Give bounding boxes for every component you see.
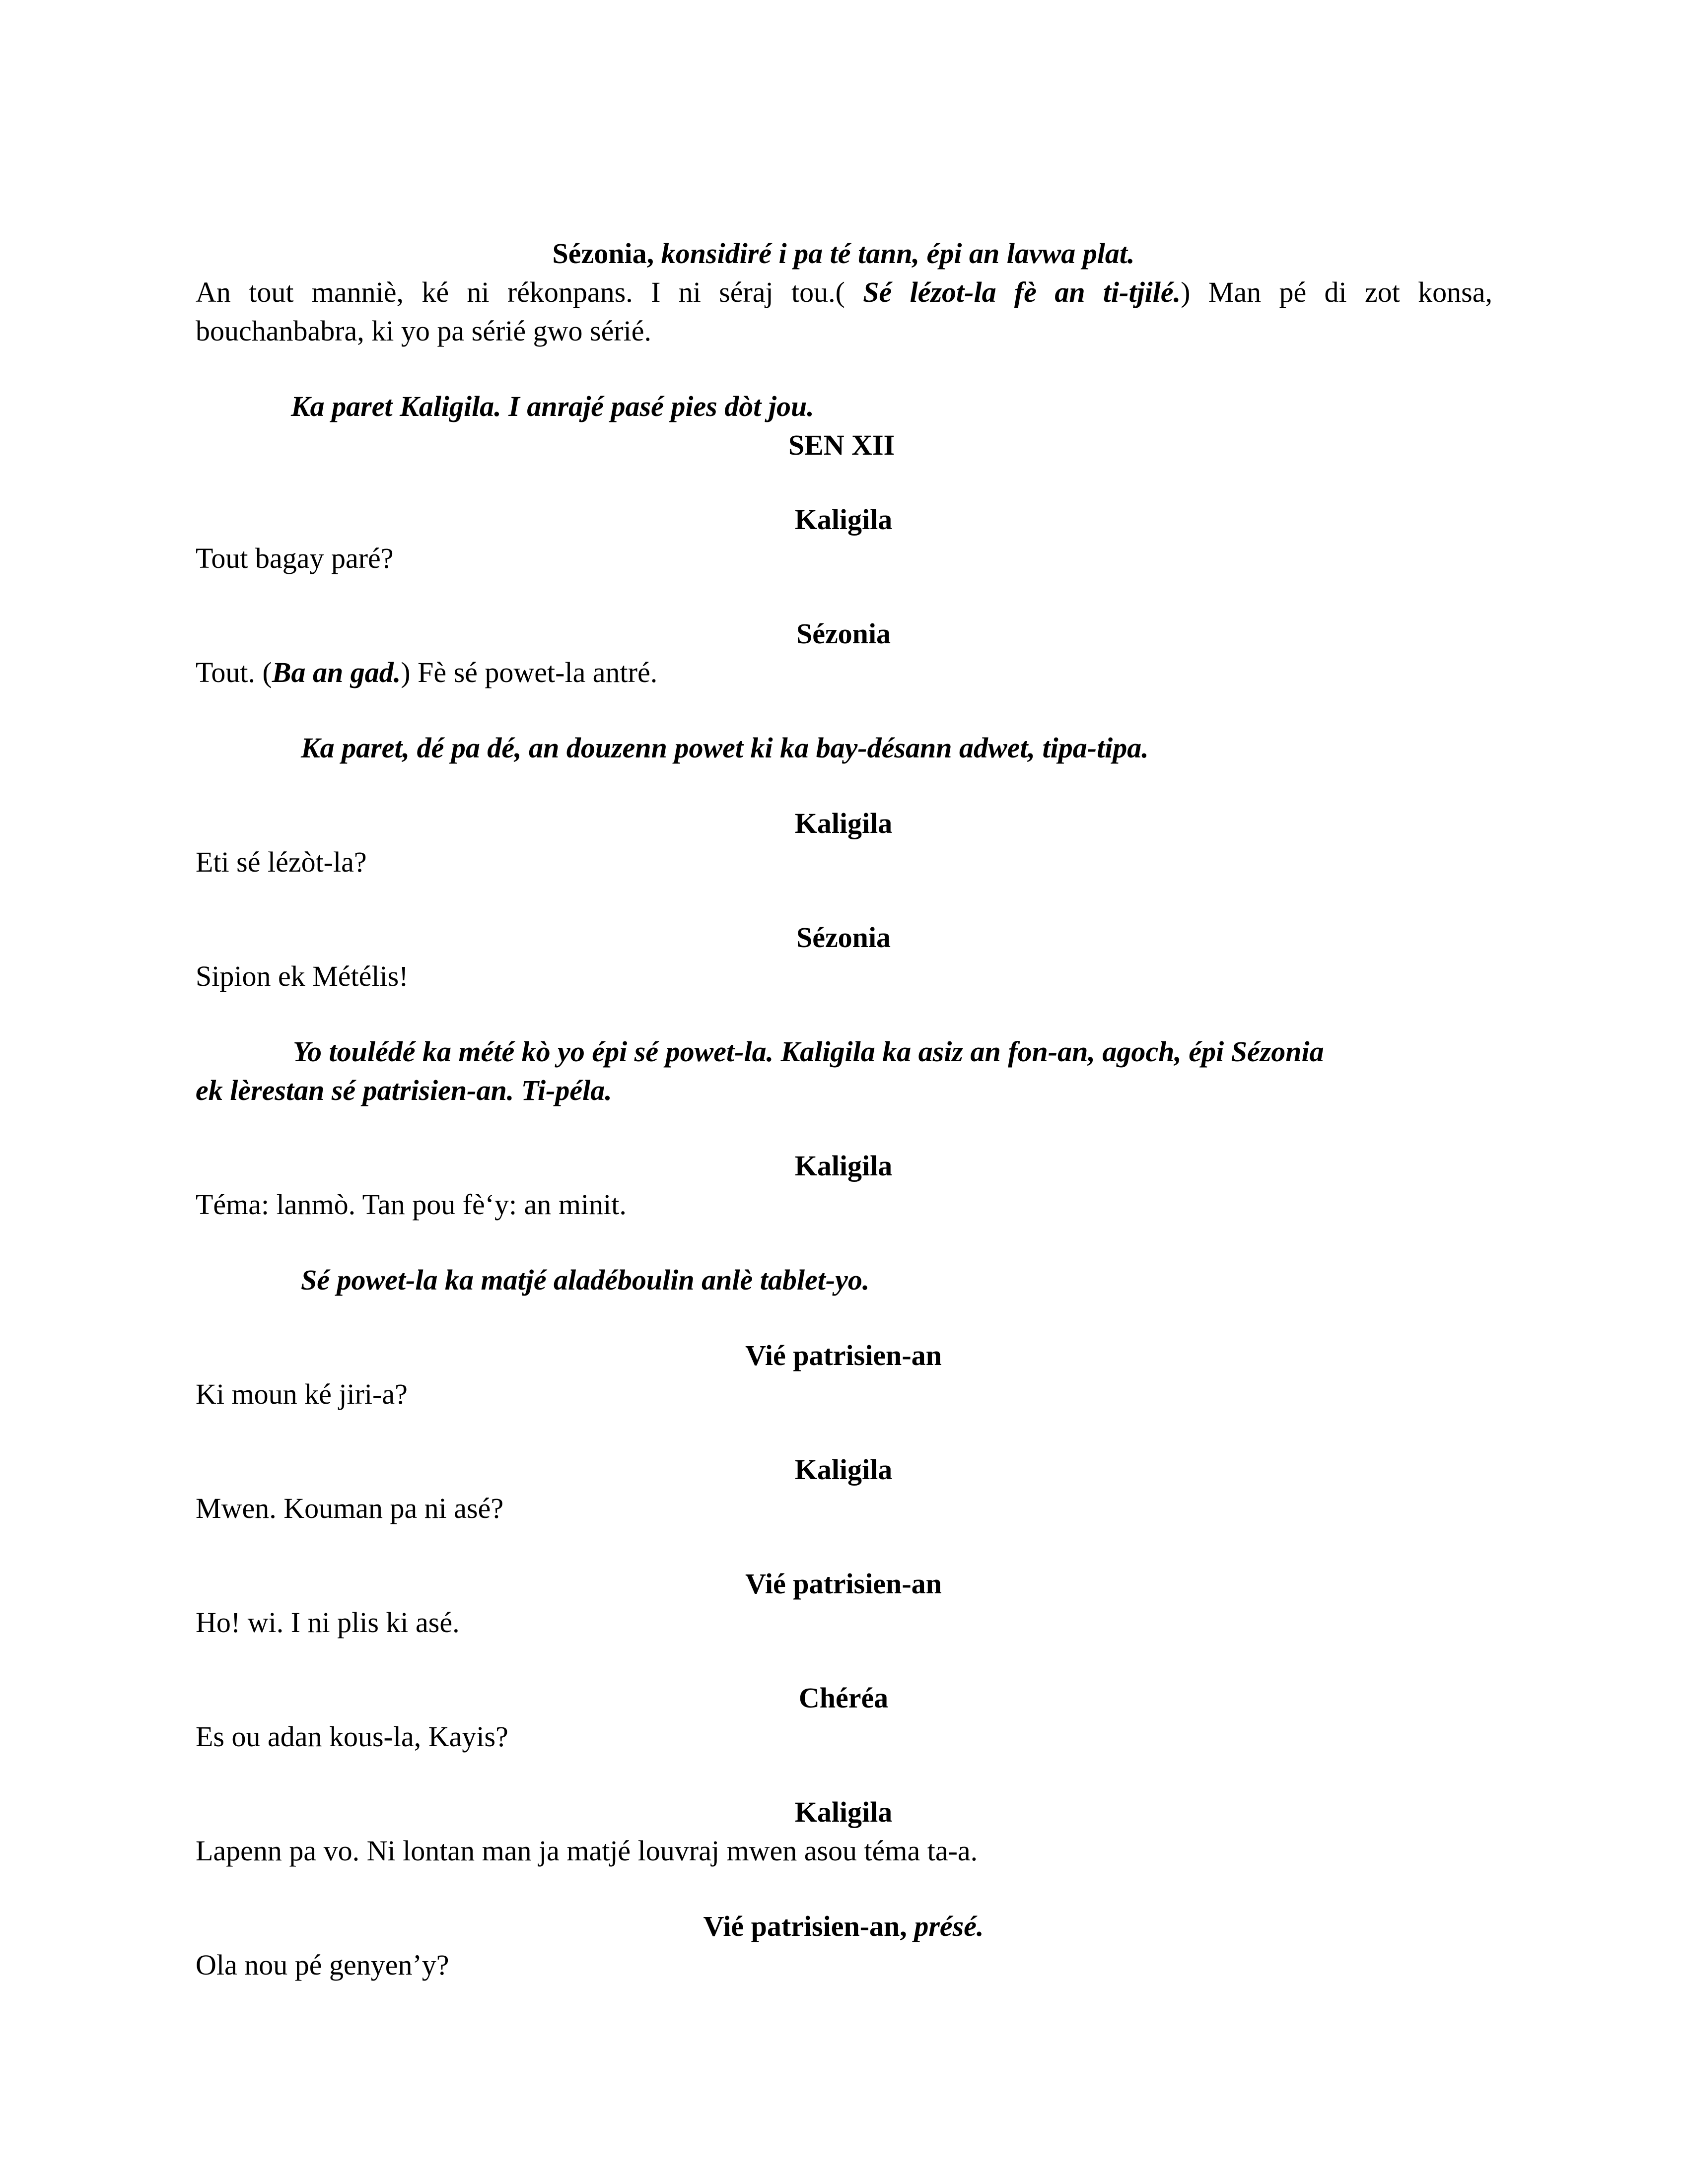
speaker-name: Kaligila: [794, 807, 893, 839]
speaker-name: Vié patrisien-an: [745, 1568, 942, 1600]
speaker-name: Chéréa: [798, 1682, 889, 1714]
dialogue-line: bouchanbabra, ki yo pa sérié gwo sérié.: [196, 315, 652, 347]
stage-direction: Ka paret Kaligila. I anrajé pasé pies dòt jou.: [291, 390, 814, 422]
speaker-name: Kaligila: [794, 1796, 893, 1828]
dialogue-line: Ola nou pé genyen’y?: [196, 1949, 449, 1981]
inline-stage-direction: Sé lézot-la fè an ti-tjilé.: [863, 276, 1181, 308]
speaker-name: Sézonia: [796, 921, 891, 954]
scene-title: SEN XII: [788, 429, 895, 461]
stage-direction: présé.: [914, 1910, 984, 1942]
dialogue-line: Lapenn pa vo. Ni lontan man ja matjé louvraj mwen asou téma ta-a.: [196, 1835, 978, 1867]
dialogue-line: Mwen. Kouman pa ni asé?: [196, 1492, 504, 1524]
speaker-name: Sézonia: [796, 617, 891, 650]
dialogue-line: Tout. (Ba an gad.) Fè sé powet-la antré.: [196, 656, 658, 688]
speaker-heading: [196, 234, 1491, 273]
dialogue-line: Sipion ek Métélis!: [196, 960, 409, 992]
speaker-name: Kaligila: [794, 1453, 893, 1486]
inline-stage-direction: Ba an gad.: [272, 656, 401, 688]
dialogue-line: Ho! wi. I ni plis ki asé.: [196, 1606, 460, 1638]
dialogue-paragraph: [196, 273, 1492, 350]
dialogue-line: Eti sé lézòt-la?: [196, 846, 367, 878]
speaker-name: Sézonia,: [552, 237, 654, 270]
speaker-name: Kaligila: [794, 503, 893, 536]
speaker-name: Vié patrisien-an,: [703, 1910, 907, 1942]
stage-direction: Sé powet-la ka matjé aladéboulin anlè tablet-yo.: [301, 1264, 870, 1296]
stage-direction: Ka paret, dé pa dé, an douzenn powet ki ka bay-désann adwet, tipa-tipa.: [301, 732, 1149, 764]
dialogue-line: Ki moun ké jiri-a?: [196, 1378, 408, 1410]
speaker-name: Vié patrisien-an: [745, 1339, 942, 1371]
speaker-heading: [196, 1907, 1491, 1946]
stage-direction: konsidiré i pa té tann, épi an lavwa plat.: [661, 237, 1135, 270]
dialogue-line: Tout bagay paré?: [196, 542, 394, 574]
dialogue-line: Es ou adan kous-la, Kayis?: [196, 1720, 508, 1753]
speaker-name: Kaligila: [794, 1150, 893, 1182]
stage-direction: Yo toulédé ka mété kò yo épi sé powet-la. Kaligila ka asiz an fon-an, agoch, épi Sézonia ek lèrestan sé patrisien-an. Ti-péla.: [196, 1035, 1324, 1106]
dialogue-line: Téma: lanmò. Tan pou fè‘y: an minit.: [196, 1188, 627, 1221]
dialogue-line: An tout manniè, ké ni rékonpans. I ni séraj tou.( Sé lézot-la fè an ti-tjilé.) Man pé di zot konsa,: [196, 276, 1492, 308]
